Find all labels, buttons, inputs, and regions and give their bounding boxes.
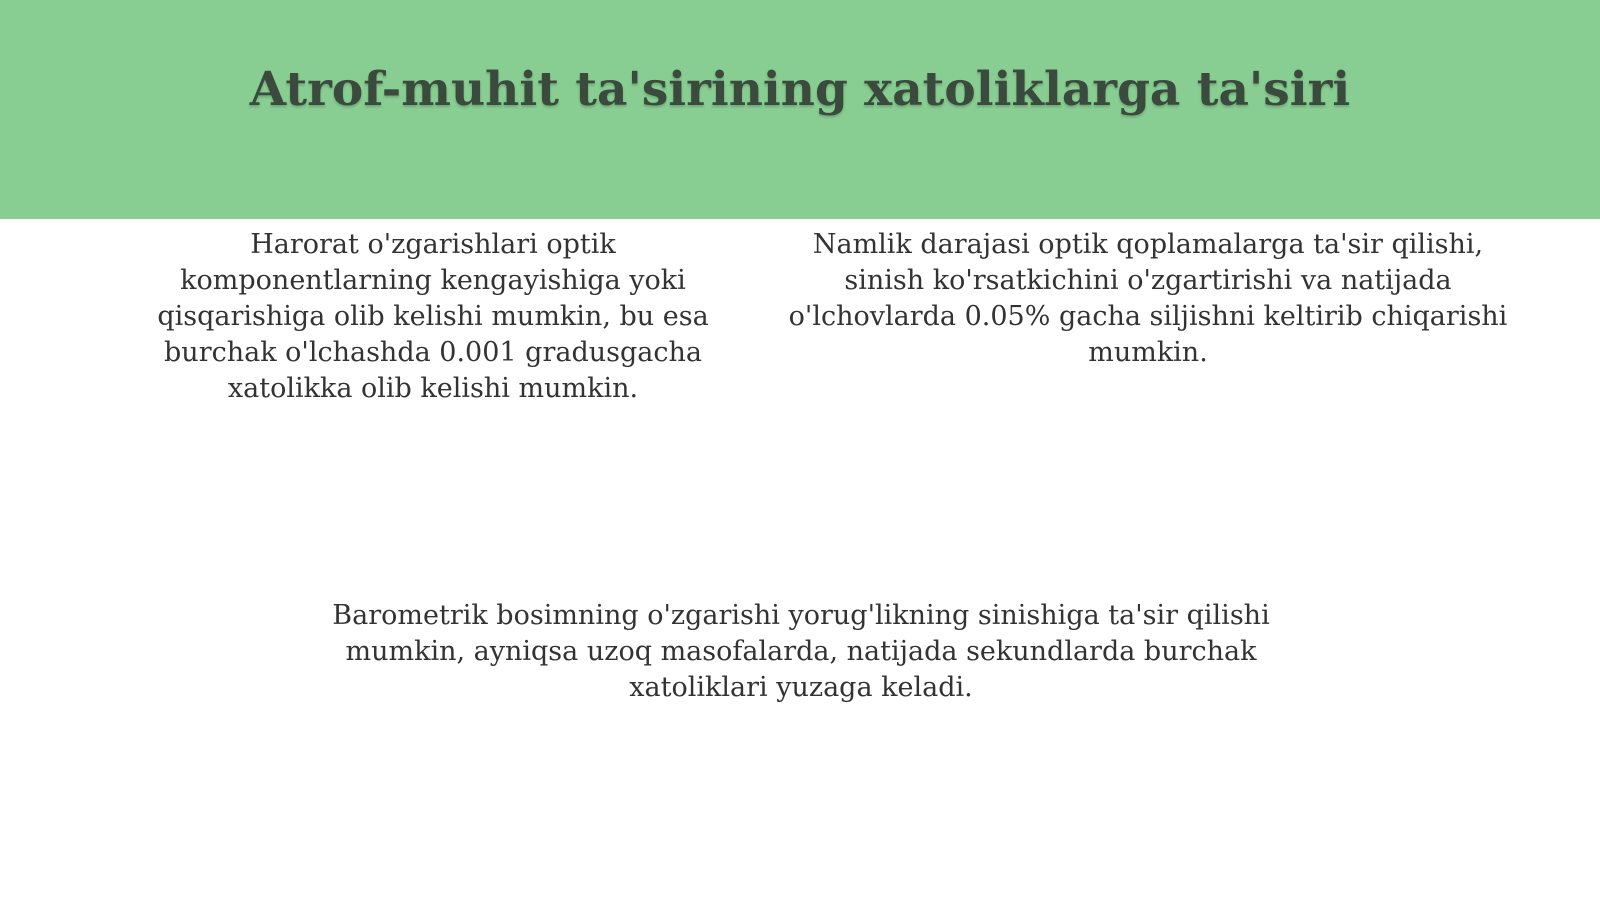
pressure-paragraph: Barometrik bosimning o'zgarishi yorug'likning sinishiga ta'sir qilishi mumkin, ayniqsa uzoq masofalarda, natijada sekundlarda burchak xatoliklari yuzaga keladi. bbox=[332, 600, 1270, 703]
title-banner bbox=[0, 0, 1600, 219]
humidity-paragraph: Namlik darajasi optik qoplamalarga ta'sir qilishi, sinish ko'rsatkichini o'zgartirishi va natijada o'lchovlarda 0.05% gacha siljishni keltirib chiqarishi mumkin. bbox=[788, 229, 1508, 368]
temperature-paragraph: Harorat o'zgarishlari optik komponentlarning kengayishiga yoki qisqarishiga olib kelishi mumkin, bu esa burchak o'lchashda 0.001 gradusgacha xatolikka olib kelishi mumkin. bbox=[157, 229, 709, 404]
slide-title: Atrof-muhit ta'sirining xatoliklarga ta'siri bbox=[249, 62, 1351, 117]
